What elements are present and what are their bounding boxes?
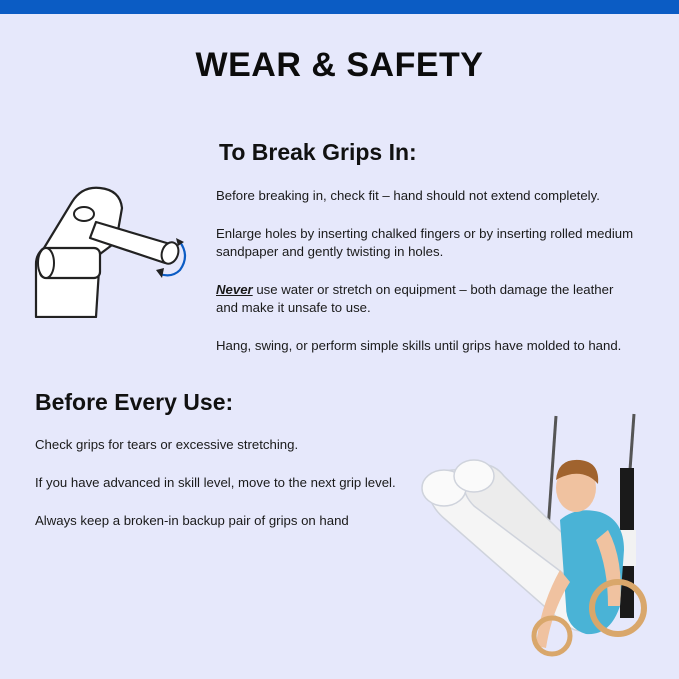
- grip-diagram-icon: [30, 182, 190, 318]
- top-accent-bar: [0, 0, 679, 14]
- break-in-step-1: Before breaking in, check fit – hand should not extend completely.: [216, 188, 600, 203]
- before-use-step-3: Always keep a broken-in backup pair of grips on hand: [35, 513, 349, 528]
- break-in-heading: To Break Grips In:: [219, 139, 417, 165]
- before-use-heading: Before Every Use:: [35, 389, 234, 415]
- break-in-step-4: Hang, swing, or perform simple skills until grips have molded to hand.: [216, 338, 622, 353]
- break-in-step-2: Enlarge holes by inserting chalked fingers or by inserting rolled medium sandpaper and gently twisting in holes.: [216, 226, 634, 259]
- before-use-step-2: If you have advanced in skill level, move to the next grip level.: [35, 475, 396, 490]
- page-title: WEAR & SAFETY: [195, 46, 484, 84]
- never-emphasis: Never: [216, 282, 253, 297]
- break-in-step-3: [216, 281, 636, 317]
- before-use-step-1: Check grips for tears or excessive stretching.: [35, 437, 299, 452]
- gymnast-photo-icon: [410, 410, 670, 670]
- break-in-step-3-text: use water or stretch on equipment – both damage the leather and make it unsafe to use.: [216, 282, 614, 315]
